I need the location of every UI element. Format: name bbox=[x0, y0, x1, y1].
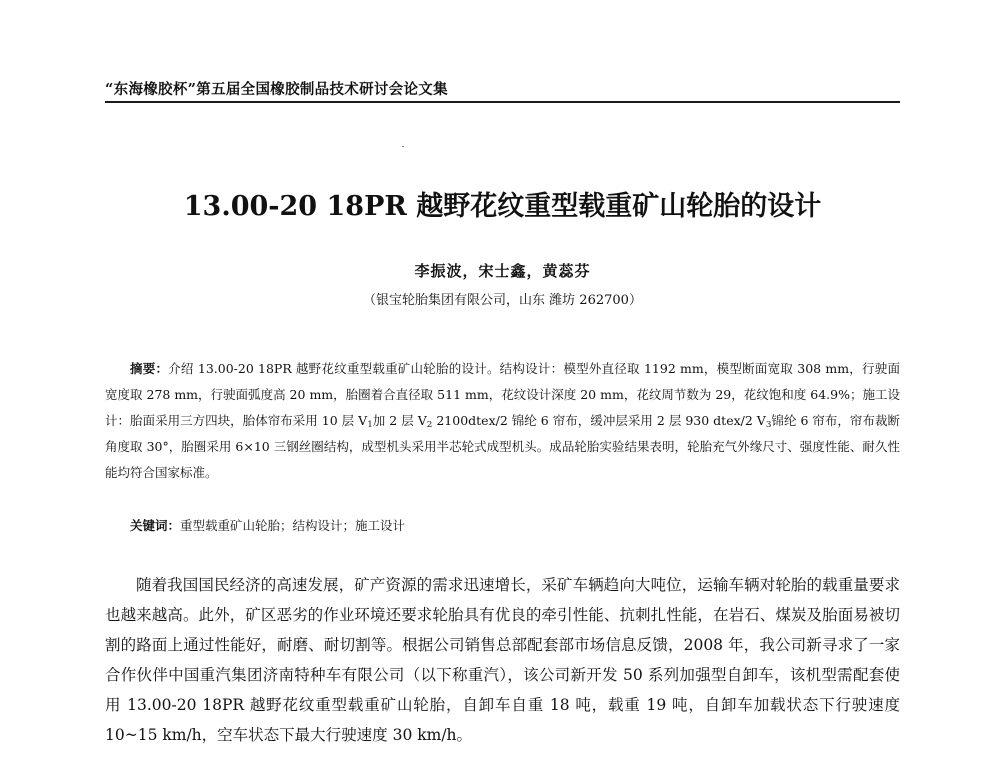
abstract-text-a: 介绍 13.00-20 18PR 越野花纹重型载重矿山轮胎的设计。结构设计：模型外直径取 1192 mm，模型断面宽取 308 mm，行驶面宽度取 278 mm，行驶面弧度高 20 mm，胎圈着合直径取 511 mm，花纹设计深度 20 mm，花纹周节数为 29，花纹饱和度 64.9%；施工设计：胎面采用三方四块，胎体帘布采用 10 层 V bbox=[105, 361, 900, 428]
abstract-text-d: 锦纶 6 帘布，帘布裁断角度取 30°，胎圈采用 6×10 三钢丝圈结构，成型机头采用半芯轮式成型机头。成品轮胎实验结果表明，轮胎充气外缘尺寸、强度性能、耐久性能均符合国家标准。 bbox=[105, 413, 900, 480]
abstract-sub-2: 2 bbox=[426, 420, 433, 431]
paper-authors: 李振波，宋士鑫，黄蕊芬 bbox=[414, 262, 591, 280]
header-rule bbox=[105, 101, 900, 103]
abstract-text-b: 加 2 层 V bbox=[372, 413, 427, 428]
keywords-text: 重型载重矿山轮胎；结构设计；施工设计 bbox=[180, 518, 406, 533]
running-header: “东海橡胶杯”第五届全国橡胶制品技术研讨会论文集 bbox=[105, 81, 448, 98]
abstract-label: 摘要： bbox=[130, 361, 169, 376]
scan-dot bbox=[402, 146, 404, 147]
abstract-text-c: 2100dtex/2 锦纶 6 帘布，缓冲层采用 2 层 930 dtex/2 V bbox=[432, 413, 766, 428]
keywords-label: 关键词： bbox=[130, 518, 181, 533]
abstract-sub-3: 3 bbox=[765, 420, 772, 431]
keywords bbox=[105, 513, 900, 539]
body-paragraph: 随着我国国民经济的高速发展，矿产资源的需求迅速增长，采矿车辆趋向大吨位，运输车辆对轮胎的载重量要求也越来越高。此外，矿区恶劣的作业环境还要求轮胎具有优良的牵引性能、抗刺扎性能，在岩石、煤炭及胎面易被切割的路面上通过性能好，耐磨、耐切割等。根据公司销售总部配套部市场信息反馈，2008 年，我公司新寻求了一家合作伙伴中国重汽集团济南特种车有限公司（以下称重汽），该公司新开发 50 系列加强型自卸车，该机型需配套使用 13.00-20 18PR 越野花纹重型载重矿山轮胎，自卸车自重 18 吨，载重 19 吨，自卸车加载状态下行驶速度 10~15 km/h，空车状态下最大行驶速度 30 km/h。 bbox=[105, 576, 900, 744]
abstract-sub-1: 1 bbox=[367, 420, 373, 431]
paper-affiliation: （银宝轮胎集团有限公司，山东 潍坊 262700） bbox=[363, 293, 642, 308]
paper-title: 13.00-20 18PR 越野花纹重型载重矿山轮胎的设计 bbox=[183, 191, 822, 222]
abstract bbox=[105, 356, 900, 486]
